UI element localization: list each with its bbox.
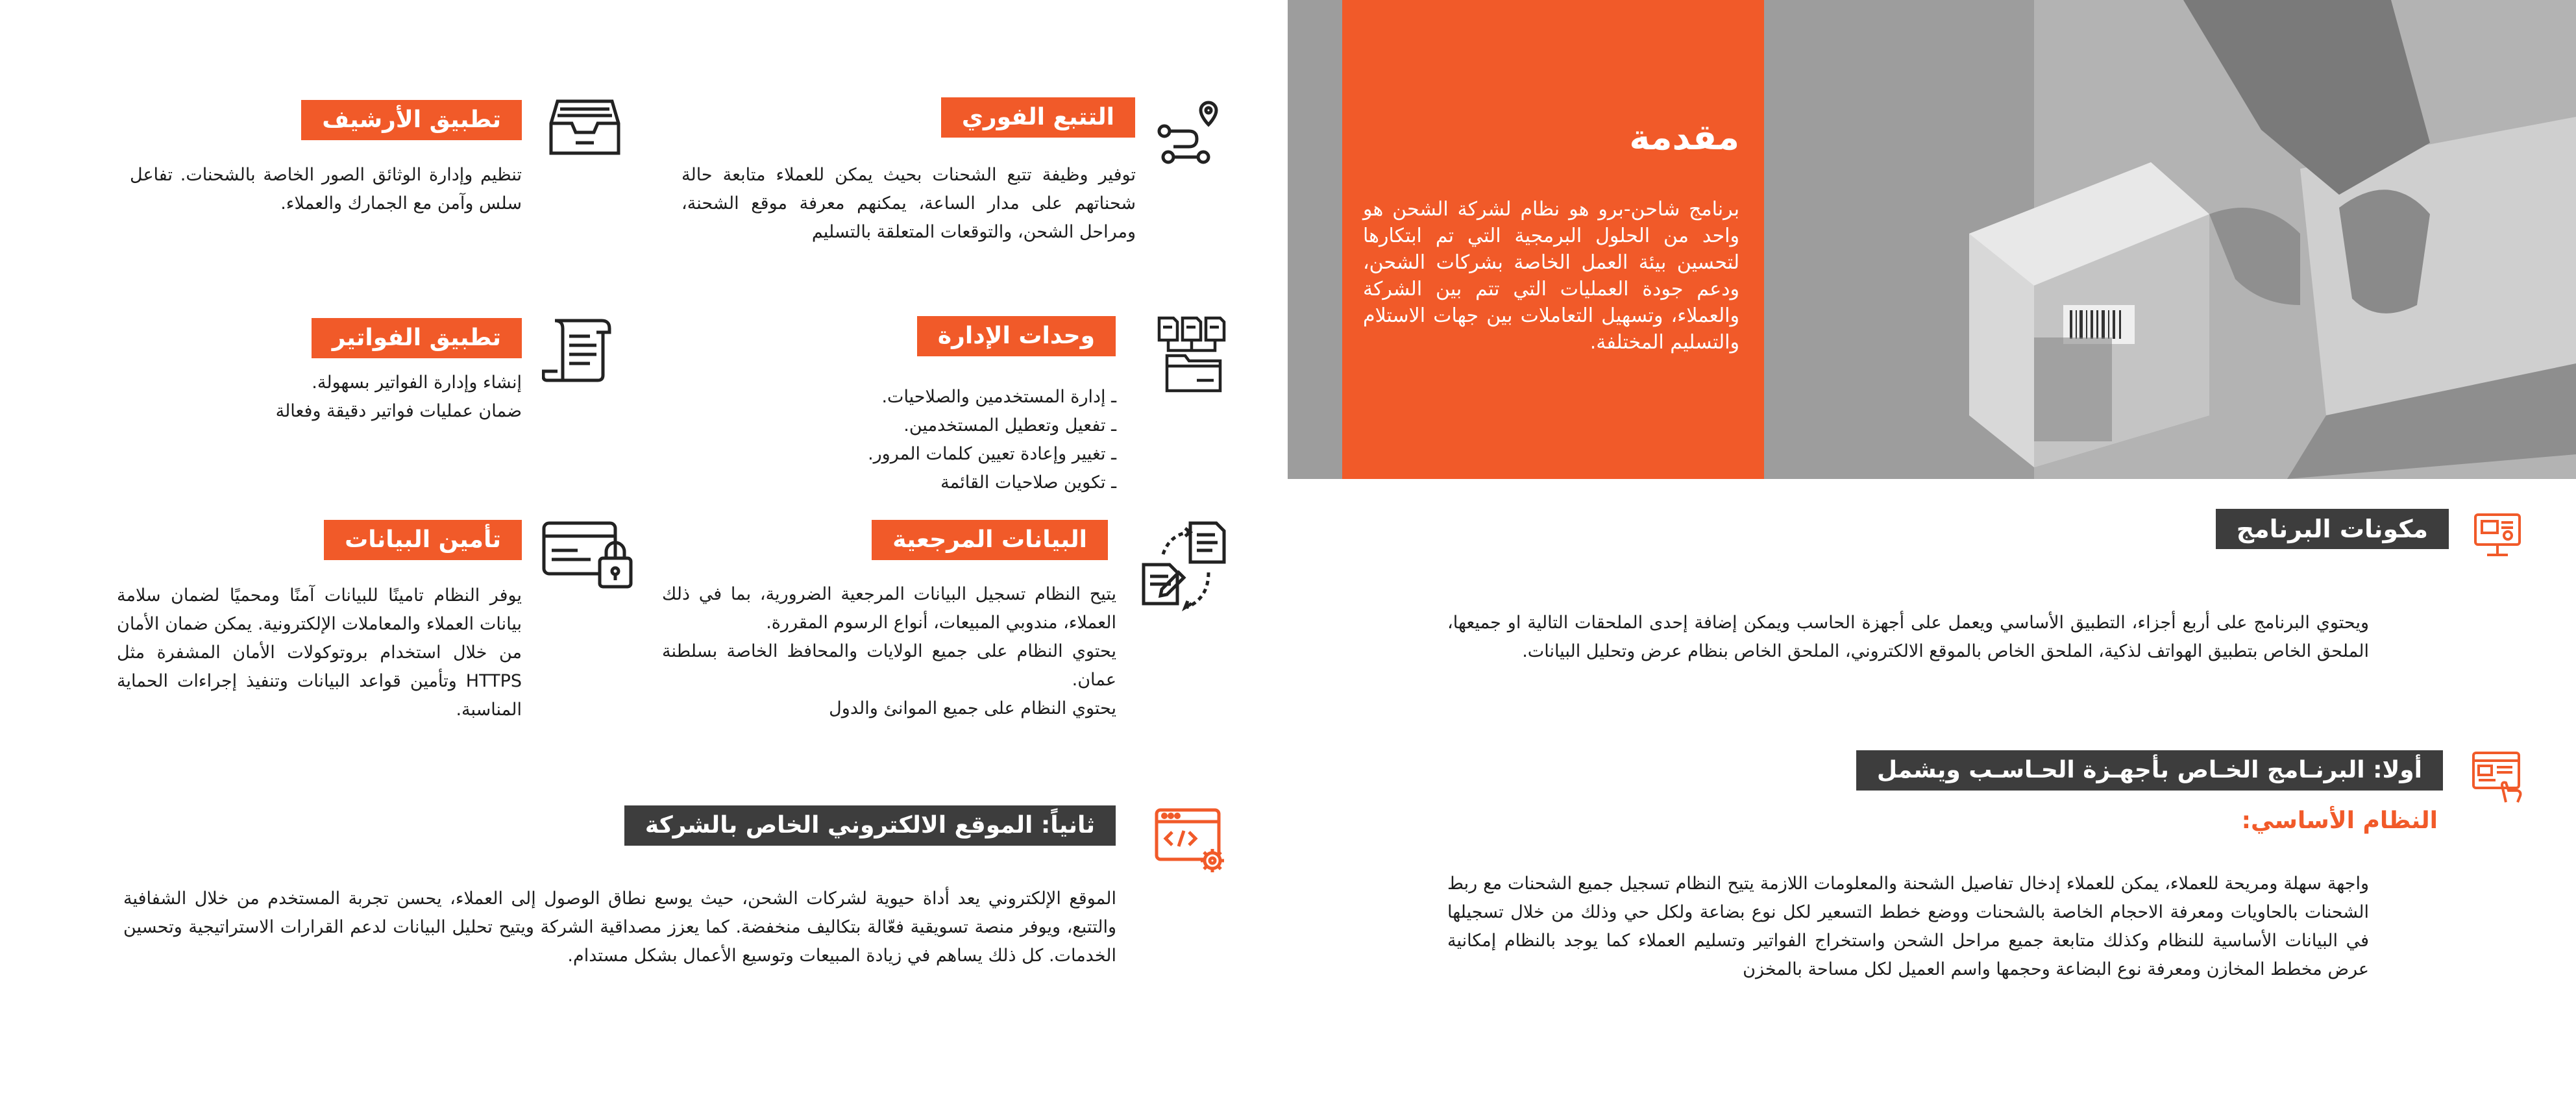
reference-paragraph: يحتوي النظام على جميع الولايات والمحافظ الخاصة بسلطنة عمان. xyxy=(662,641,1116,690)
monitor-settings-icon xyxy=(2472,509,2523,561)
archive-text: تنظيم وإدارة الوثائق الصور الخاصة بالشحنات. تفاعل سلس وآمن مع الجمارك والعملاء. xyxy=(130,165,522,214)
reference-paragraph: يتيح النظام تسجيل البيانات المرجعية الضرورية، بما في ذلك العملاء، مندوبي المبيعات، أنواع الرسوم المقررة. xyxy=(662,584,1116,633)
invoices-heading: تطبيق الفواتير xyxy=(312,318,522,358)
components-heading: مكونات البرنامج xyxy=(2216,509,2449,549)
invoices-line: ضمان عمليات فواتير دقيقة وفعالة xyxy=(275,401,522,421)
route-pin-icon xyxy=(1154,95,1227,167)
locked-card-icon xyxy=(539,517,636,597)
security-heading: تأمين البيانات xyxy=(324,520,522,560)
admin-item: ـ تغيير وإعادة تعيين كلمات المرور. xyxy=(868,444,1116,464)
documents-folder-icon xyxy=(1155,315,1228,393)
reference-heading: البيانات المرجعية xyxy=(872,520,1108,560)
admin-heading: وحدات الإدارة xyxy=(917,316,1116,356)
document-sync-icon xyxy=(1137,519,1234,617)
invoices-text xyxy=(130,369,522,426)
tracking-heading: التتبع الفوري xyxy=(941,97,1135,138)
desktop-subheading: النظام الأساسي: xyxy=(2241,807,2438,834)
reference-paragraph: يحتوي النظام على جميع الموانئ والدول xyxy=(829,698,1116,718)
website-heading: ثانياً: الموقع الالكتروني الخاص بالشركة xyxy=(624,805,1116,846)
archive-tray-icon xyxy=(548,97,621,157)
intro-text: برنامج شاحن-برو هو نظام لشركة الشحن هو واحد من الحلول البرمجية التي تم ابتكارها لتحسين بيئة العمل الخاصة بشركات الشحن، ودعم جودة العمليات التي تتم بين الشركة والعملاء، وتسهيل التعاملات بين جهات الاستلام والتسليم المختلفة. xyxy=(1363,198,1739,354)
touch-dashboard-icon xyxy=(2470,748,2527,805)
admin-item: ـ تفعيل وتعطيل المستخدمين. xyxy=(903,415,1116,435)
archive-heading: تطبيق الأرشيف xyxy=(301,100,522,140)
admin-item: ـ تكوين صلاحيات القائمة xyxy=(940,472,1116,493)
intro-title: مقدمة xyxy=(1629,117,1739,158)
tracking-text: توفير وظيفة تتبع الشحنات بحيث يمكن للعملاء متابعة حالة شحناتهم على مدار الساعة، يمكنهم معرفة موقع الشحنة، ومراحل الشحن، والتوقعات المتعلقة بالتسليم xyxy=(681,165,1136,242)
admin-item: ـ إدارة المستخدمين والصلاحيات. xyxy=(881,387,1116,407)
reference-text xyxy=(662,580,1116,723)
desktop-text: واجهة سهلة ومريحة للعملاء، يمكن للعملاء إدخال تفاصيل الشحنة والمعلومات اللازمة يتيح النظام تسجيل جميع الشحنات مع ربط الشحنات بالحاويات ومعرفة الاحجام الخاصة بالشحنات ووضع خطط التسعير لكل نوع بضاعة ولكل حي وذلك من خلال تسجيلها في البيانات الأساسية للنظام وكذلك متابعة جميع مراحل الشحن واستخراج الفواتير وتسليم العملاء كما يوجد بالنظام إمكانية عرض مخطط المخازن ومعرفة نوع البضاعة وحجمها واسم العميل لكل مساحة بالمخزن xyxy=(1447,874,2369,979)
admin-list xyxy=(714,383,1116,497)
invoice-scroll-icon xyxy=(542,315,613,387)
components-text: ويحتوي البرنامج على أربع أجزاء، التطبيق الأساسي ويعمل على أجهزة الحاسب ويمكن إضافة إحدى الملحقات التالية او جميعها، الملحق الخاص بتطبيق الهواتف لذكية، الملحق الخاص بالموقع الالكتروني، الملحق الخاص بنظام عرض وتحليل البيانات. xyxy=(1447,613,2369,661)
web-code-gear-icon xyxy=(1153,806,1229,877)
website-text: الموقع الإلكتروني يعد أداة حيوية لشركات الشحن، حيث يوسع نطاق الوصول إلى العملاء، يحسن تجربة المستخدم من خلال الشفافية والتتبع، ويوفر منصة تسويقية فعّالة بتكاليف منخفضة. كما يعزز مصداقية الشركة ويتيح تحليل البيانات لدعم القرارات الاستراتيجية وتحسين الخدمات. كل ذلك يساهم في زيادة المبيعات وتوسيع الأعمال بشكل مستدام. xyxy=(123,889,1116,966)
security-text: يوفر النظام تامينًا للبيانات آمنًا ومحميًا لضمان سلامة بيانات العملاء والمعاملات الإلكترونية. يمكن ضمان الأمان من خلال استخدام بروتوكولات الأمان المشفرة مثل HTTPS وتأمين قواعد البيانات وتنفيذ إجراءات الحماية المناسبة. xyxy=(117,585,522,720)
invoices-line: إنشاء وإدارة الفواتير بسهولة. xyxy=(312,373,522,393)
desktop-heading: أولا: البرنـامج الخـاص بأجهـزة الحـاسـب ويشمل xyxy=(1856,750,2443,791)
